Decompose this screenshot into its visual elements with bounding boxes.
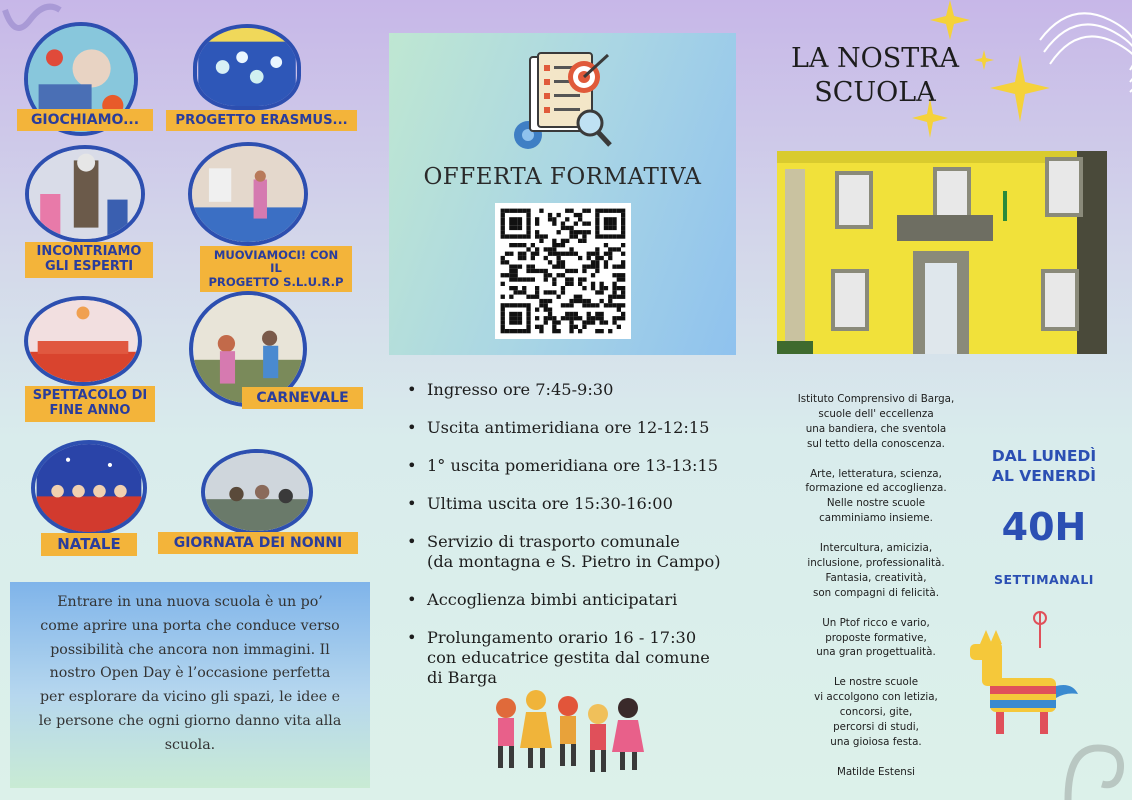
tag-erasmus: PROGETTO ERASMUS...: [166, 110, 357, 131]
tag-natale: NATALE: [41, 533, 137, 556]
school-poem: Istituto Comprensivo di Barga, scuole dell' eccellenza una bandiera, che sventola sul tetto della conoscenza. Arte, letteratura, scienza, formazione ed accoglienza. Nelle nostre scuole camminiamo insieme. Intercultura, amicizia, inclusione, professionalità. Fantasia, creatività, son compagni di felicità. Un Ptof ricco e vario, proposte formative, una gran progettualità. Le nostre scuole vi accolgono con letizia, concorsi, gite, percorsi di studi, una gioiosa festa. Matilde Estensi: [797, 393, 955, 778]
photo-spettacolo: [24, 296, 142, 386]
schedule-item: • Accoglienza bimbi anticipatari: [405, 590, 765, 610]
photo-natale: [31, 440, 147, 536]
tag-nonni: GIORNATA DEI NONNI: [158, 532, 358, 554]
schedule-item: • Uscita antimeridiana ore 12-12:15: [405, 418, 765, 438]
photo-incontriamo: [25, 145, 145, 243]
schedule-item: • Ingresso ore 7:45-9:30: [405, 380, 765, 400]
weekly-label: SETTIMANALI: [994, 572, 1094, 587]
school-building-photo: [777, 151, 1107, 354]
open-day-intro: Entrare in una nuova scuola è un po’ come aprire una porta che conduce verso possibilità che ancora non immagini. Il nostro Open Day è l’occasione perfetta per esplorare da vicino gli spazi, le idee e le persone che ogni giorno danno vita alla scuola.: [10, 582, 370, 788]
offerta-formativa-box: [389, 33, 736, 355]
qr-code[interactable]: [495, 203, 631, 339]
tag-spettacolo: SPETTACOLO DI FINE ANNO: [25, 386, 155, 422]
schedule-list: [405, 376, 765, 688]
photo-muoviamoci: [188, 142, 308, 246]
tag-incontriamo: INCONTRIAMO GLI ESPERTI: [25, 242, 153, 278]
checklist-target-icon: [508, 49, 618, 155]
offerta-title: OFFERTA FORMATIVA: [423, 164, 702, 190]
schedule-item: • Ultima uscita ore 15:30-16:00: [405, 494, 765, 514]
tag-muoviamoci: MUOVIAMOCI! CON IL PROGETTO S.L.U.R.P: [200, 246, 352, 292]
schedule-item: • 1° uscita pomeridiana ore 13-13:15: [405, 456, 765, 476]
photo-erasmus: [193, 24, 301, 110]
photo-nonni: [201, 449, 313, 535]
tag-giochiamo: GIOCHIAMO...: [17, 109, 153, 131]
children-dancing-illustration: [486, 686, 676, 786]
tag-carnevale: CARNEVALE: [242, 387, 363, 409]
hours-label: 40H: [1001, 505, 1087, 549]
spiral-decoration: [1058, 728, 1132, 800]
schedule-item: • Servizio di trasporto comunale (da montagna e S. Pietro in Campo): [405, 532, 765, 572]
schedule-item: • Prolungamento orario 16 - 17:30 con educatrice gestita dal comune di Barga: [405, 628, 765, 688]
school-title: LA NOSTRA SCUOLA: [790, 43, 960, 108]
pinata-icon: [970, 608, 1082, 740]
wave-lines-decoration: [1030, 0, 1132, 95]
days-label: DAL LUNEDÌ AL VENERDÌ: [991, 447, 1097, 485]
